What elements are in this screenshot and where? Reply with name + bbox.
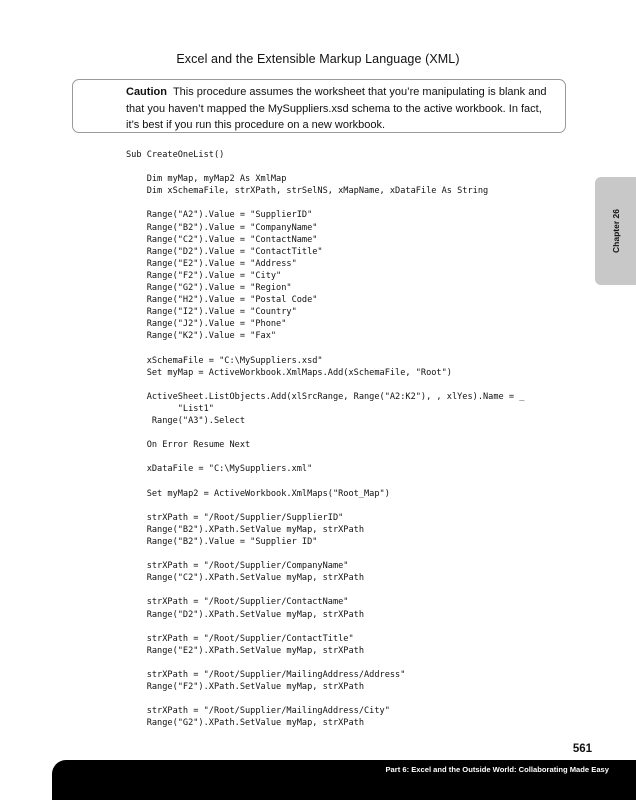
code-line: Range("B2").Value = "Supplier ID": [126, 537, 318, 547]
code-line: Range("G2").XPath.SetValue myMap, strXPath: [126, 718, 364, 729]
code-line: strXPath = "/Root/Supplier/MailingAddress/City": [126, 706, 390, 717]
footer-part-title: Part 6: Excel and the Outside World: Collaborating Made Easy: [385, 765, 609, 774]
code-line: Range("C2").XPath.SetValue myMap, strXPath: [126, 573, 364, 584]
code-line: Range("B2").Value = "CompanyName": [126, 222, 318, 233]
code-line: [126, 500, 524, 512]
code-line: [126, 693, 524, 705]
code-line: strXPath = "/Root/Supplier/ContactTitle": [126, 633, 354, 644]
code-line: strXPath = "/Root/Supplier/ContactName": [126, 597, 349, 608]
code-line: Range("H2").Value = "Postal Code": [126, 295, 318, 306]
chapter-tab: [595, 177, 636, 285]
caution-label: Caution: [126, 86, 167, 98]
code-line: [126, 657, 524, 669]
code-line: "List1": [126, 403, 214, 414]
code-line: xSchemaFile = "C:\MySuppliers.xsd": [126, 355, 323, 366]
code-line: Range("C2").Value = "ContactName": [126, 234, 318, 245]
code-line: [126, 343, 524, 355]
page-number: 561: [572, 743, 592, 755]
code-line: Dim myMap, myMap2 As XmlMap: [126, 174, 287, 185]
code-line: [126, 621, 524, 633]
code-line: Range("G2").Value = "Region": [126, 283, 292, 294]
code-line: [126, 379, 524, 391]
code-line: Range("F2").XPath.SetValue myMap, strXPath: [126, 682, 364, 693]
code-line: Set myMap2 = ActiveWorkbook.XmlMaps("Root_Map"): [126, 488, 390, 499]
code-line: Range("E2").Value = "Address": [126, 258, 297, 269]
code-line: [126, 476, 524, 488]
code-line: [126, 427, 524, 439]
code-line: strXPath = "/Root/Supplier/MailingAddress/Address": [126, 670, 406, 681]
code-line: Range("J2").Value = "Phone": [126, 319, 287, 330]
code-listing: [126, 149, 524, 730]
code-line: strXPath = "/Root/Supplier/CompanyName": [126, 561, 349, 572]
code-line: Range("I2").Value = "Country": [126, 307, 297, 318]
code-line: Sub CreateOneList(): [126, 150, 225, 160]
running-head: Excel and the Extensible Markup Language (XML): [176, 52, 460, 66]
caution-note: [126, 84, 556, 134]
code-line: [126, 197, 524, 209]
code-line: xDataFile = "C:\MySuppliers.xml": [126, 464, 313, 475]
code-line: [126, 451, 524, 463]
code-line: Range("A2").Value = "SupplierID": [126, 210, 313, 221]
code-line: [126, 161, 524, 173]
code-line: strXPath = "/Root/Supplier/SupplierID": [126, 512, 344, 523]
code-line: Range("K2").Value = "Fax": [126, 331, 277, 342]
code-line: [126, 548, 524, 560]
code-line: Range("D2").Value = "ContactTitle": [126, 246, 323, 257]
code-line: Set myMap = ActiveWorkbook.XmlMaps.Add(xSchemaFile, "Root"): [126, 367, 452, 378]
code-line: [126, 584, 524, 596]
code-line: Dim xSchemaFile, strXPath, strSelNS, xMapName, xDataFile As String: [126, 186, 489, 197]
code-line: Range("F2").Value = "City": [126, 270, 282, 281]
chapter-tab-label: Chapter 26: [610, 209, 621, 253]
code-line: Range("B2").XPath.SetValue myMap, strXPath: [126, 524, 364, 535]
code-line: Range("D2").XPath.SetValue myMap, strXPath: [126, 609, 364, 620]
code-line: Range("E2").XPath.SetValue myMap, strXPath: [126, 645, 364, 656]
code-line: On Error Resume Next: [126, 440, 251, 451]
code-line: ActiveSheet.ListObjects.Add(xlSrcRange, Range("A2:K2"), , xlYes).Name = _: [126, 391, 525, 402]
caution-body: This procedure assumes the worksheet that you’re manipulating is blank and that you haven’t mapped the MySuppliers.xsd schema to the active workbook. In fact, it’s best if you run this procedure on a new workbook.: [126, 86, 547, 131]
code-line: Range("A3").Select: [126, 416, 245, 427]
